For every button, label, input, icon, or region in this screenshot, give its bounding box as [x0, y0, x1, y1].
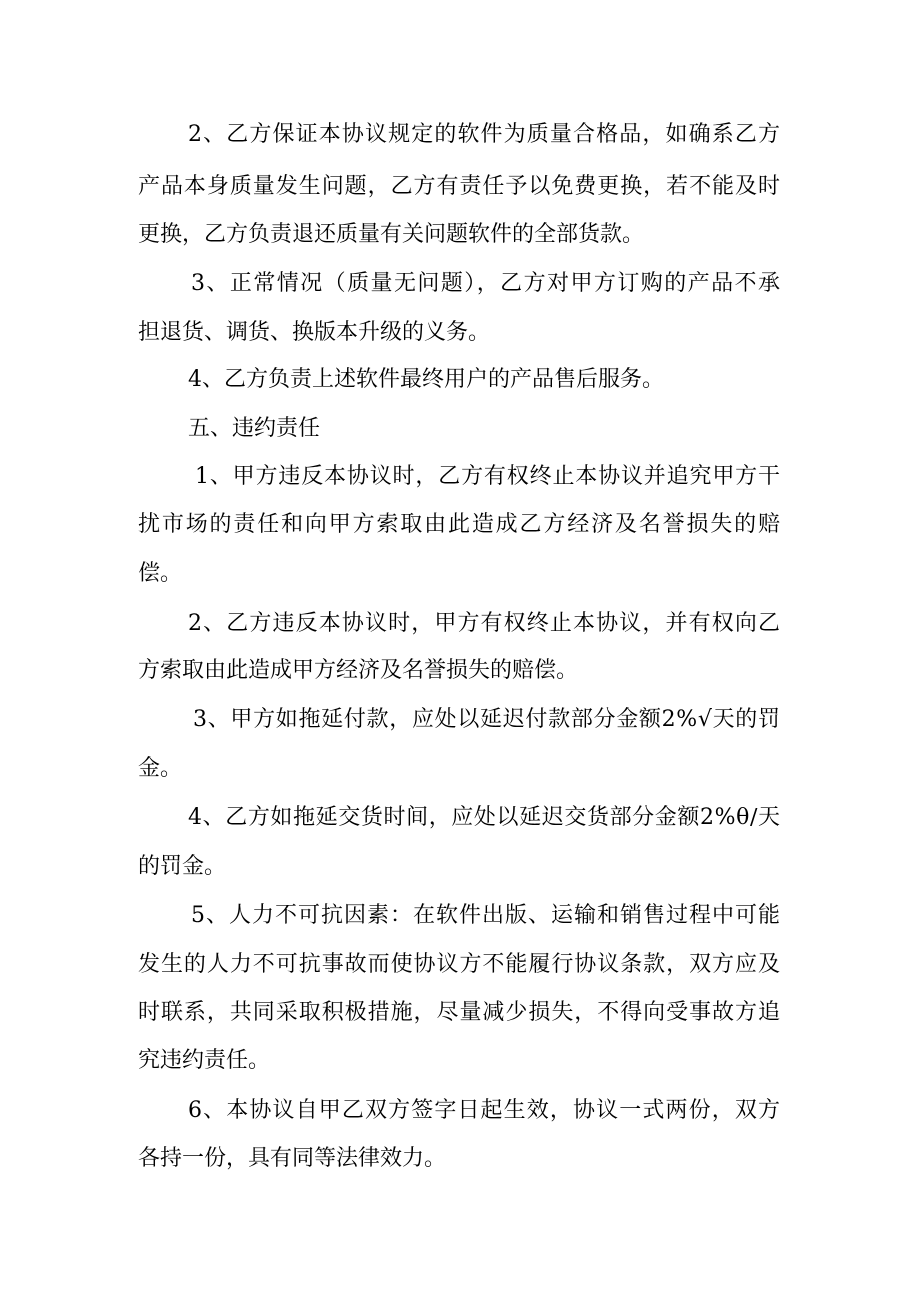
- text-line: 偿。: [138, 561, 183, 586]
- text-line: 5、人力不可抗因素：在软件出版、运输和销售过程中可能: [191, 903, 781, 928]
- text-line: 1、甲方违反本协议时，乙方有权终止本协议并追究甲方干: [195, 464, 781, 489]
- text-line: 究违约责任。: [138, 1048, 271, 1073]
- text-line: 金。: [138, 756, 183, 781]
- text-line: 发生的人力不可抗事故而使协议方不能履行协议条款，双方应及: [138, 952, 781, 977]
- section-heading: 五、违约责任: [188, 416, 321, 441]
- text-line: 更换，乙方负责退还质量有关问题软件的全部货款。: [138, 222, 645, 247]
- text-line: 产品本身质量发生问题，乙方有责任予以免费更换，若不能及时: [138, 174, 781, 199]
- text-line: 方索取由此造成甲方经济及名誉损失的赔偿。: [138, 658, 579, 683]
- text-line: 时联系，共同采取积极措施，尽量减少损失，不得向受事故方追: [138, 1000, 781, 1025]
- text-line: 的罚金。: [138, 854, 227, 879]
- text-line: 3、正常情况（质量无问题），乙方对甲方订购的产品不承: [191, 271, 782, 296]
- text-line: 6、本协议自甲乙双方签字日起生效，协议一式两份，双方: [188, 1098, 782, 1123]
- text-line: 扰市场的责任和向甲方索取由此造成乙方经济及名誉损失的赔: [138, 512, 782, 537]
- text-line: 3、甲方如拖延付款，应处以延迟付款部分金额2%√天的罚: [193, 707, 781, 732]
- text-line: 4、乙方如拖延交货时间，应处以延迟交货部分金额2%θ∕天: [188, 805, 781, 830]
- text-line: 各持一份，具有同等法律效力。: [138, 1146, 447, 1171]
- text-line: 2、乙方违反本协议时，甲方有权终止本协议，并有权向乙: [188, 611, 782, 636]
- text-line: 2、乙方保证本协议规定的软件为质量合格品，如确系乙方: [188, 122, 782, 147]
- text-line: 4、乙方负责上述软件最终用户的产品售后服务。: [188, 367, 664, 392]
- text-line: 担退货、调货、换版本升级的义务。: [138, 320, 491, 345]
